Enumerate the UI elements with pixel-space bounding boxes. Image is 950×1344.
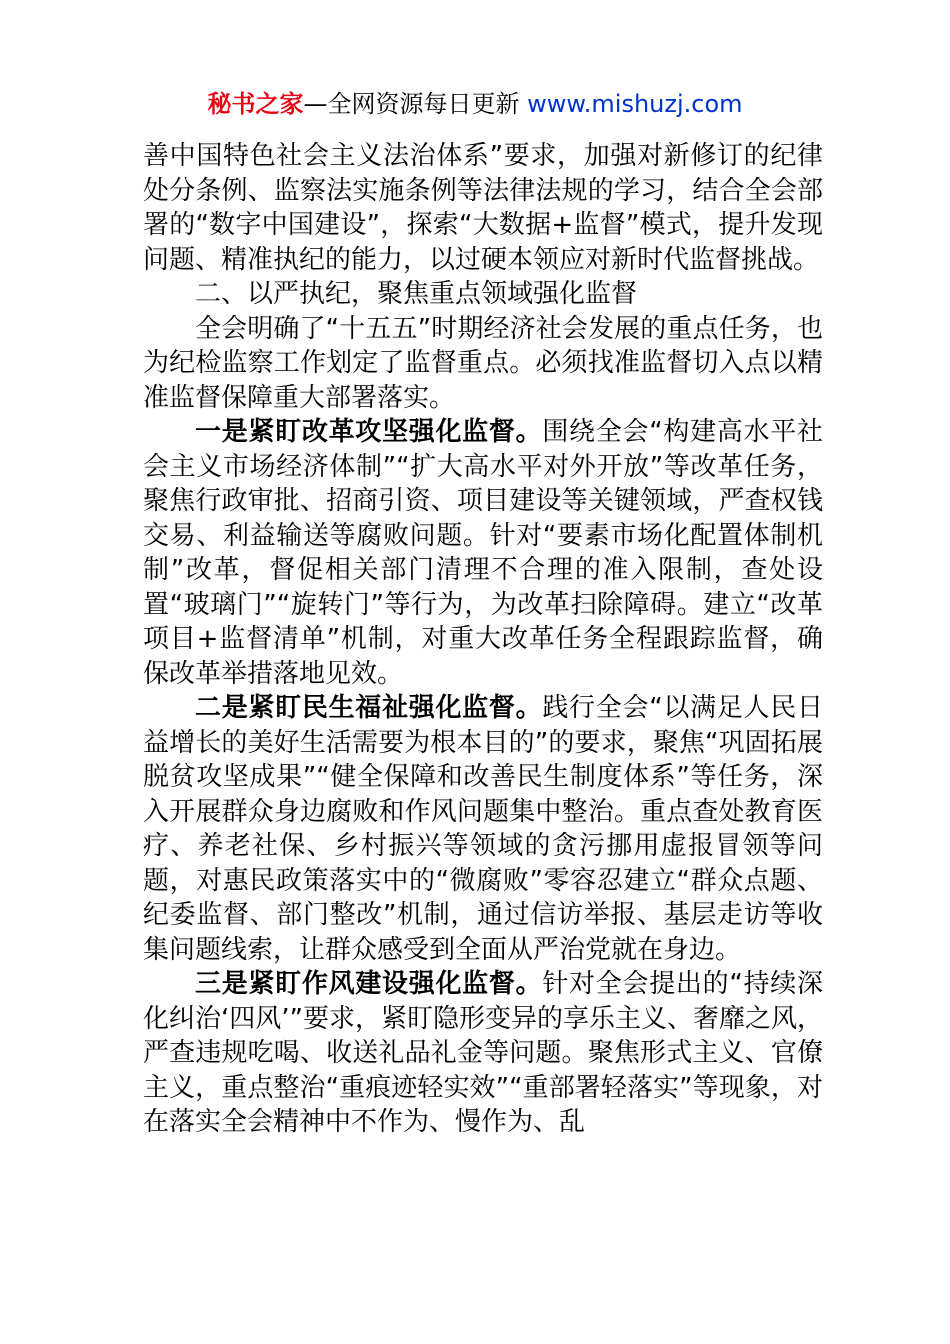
page-header	[0, 88, 950, 120]
site-brand: 秘书之家	[207, 90, 304, 118]
site-url[interactable]: www.mishuzj.com	[527, 90, 743, 118]
paragraph-conduct	[143, 967, 823, 1140]
paragraph-text: 围绕全会“构建高水平社会主义市场经济体制”“扩大高水平对外开放”等改革任务，聚焦行政审批、招商引资、项目建设等关键领域，严查权钱交易、利益输送等腐败问题。针对“要素市场化配置体制机制”改革，督促相关部门清理不合理的准入限制，查处设置“玻璃门”“旋转门”等行为，为改革扫除障碍。建立“改革项目+监督清单”机制，对重大改革任务全程跟踪监督，确保改革举措落地见效。	[143, 417, 823, 689]
paragraph-intro: 全会明确了“十五五”时期经济社会发展的重点任务，也为纪检监察工作划定了监督重点。必须找准监督切入点以精准监督保障重大部署落实。	[143, 313, 823, 413]
paragraph-livelihood	[143, 691, 823, 967]
section-heading: 二、以严执纪，聚焦重点领域强化监督	[195, 279, 638, 309]
paragraph-lead: 一是紧盯改革攻坚强化监督。	[195, 417, 543, 447]
paragraph-text: 践行全会“以满足人民日益增长的美好生活需要为根本目的”的要求，聚焦“巩固拓展脱贫攻坚成果”“健全保障和改善民生制度体系”等任务，深入开展群众身边腐败和作风问题集中整治。重点查处教育医疗、养老社保、乡村振兴等领域的贪污挪用虚报冒领等问题，对惠民政策落实中的“微腐败”零容忍建立“群众点题、纪委监督、部门整改”机制，通过信访举报、基层走访等收集问题线索，让群众感受到全面从严治党就在身边。	[143, 693, 823, 965]
paragraph-text: 针对全会提出的“持续深化纠治‘四风’”要求，紧盯隐形变异的享乐主义、奢靡之风，严查违规吃喝、收送礼品礼金等问题。聚焦形式主义、官僚主义，重点整治“重痕迹轻实效”“重部署轻落实”等现象，对在落实全会精神中不作为、慢作为、乱	[143, 969, 823, 1137]
paragraph-lead: 三是紧盯作风建设强化监督。	[195, 969, 543, 999]
document-body	[143, 139, 823, 1140]
site-tagline: —全网资源每日更新	[303, 90, 520, 118]
paragraph-continuation: 善中国特色社会主义法治体系”要求，加强对新修订的纪律处分条例、监察法实施条例等法律法规的学习，结合全会部署的“数字中国建设”，探索“大数据+监督”模式，提升发现问题、精准执纪的能力，以过硬本领应对新时代监督挑战。	[143, 141, 823, 275]
paragraph-reform	[143, 415, 823, 691]
paragraph-lead: 二是紧盯民生福祉强化监督。	[195, 693, 543, 723]
